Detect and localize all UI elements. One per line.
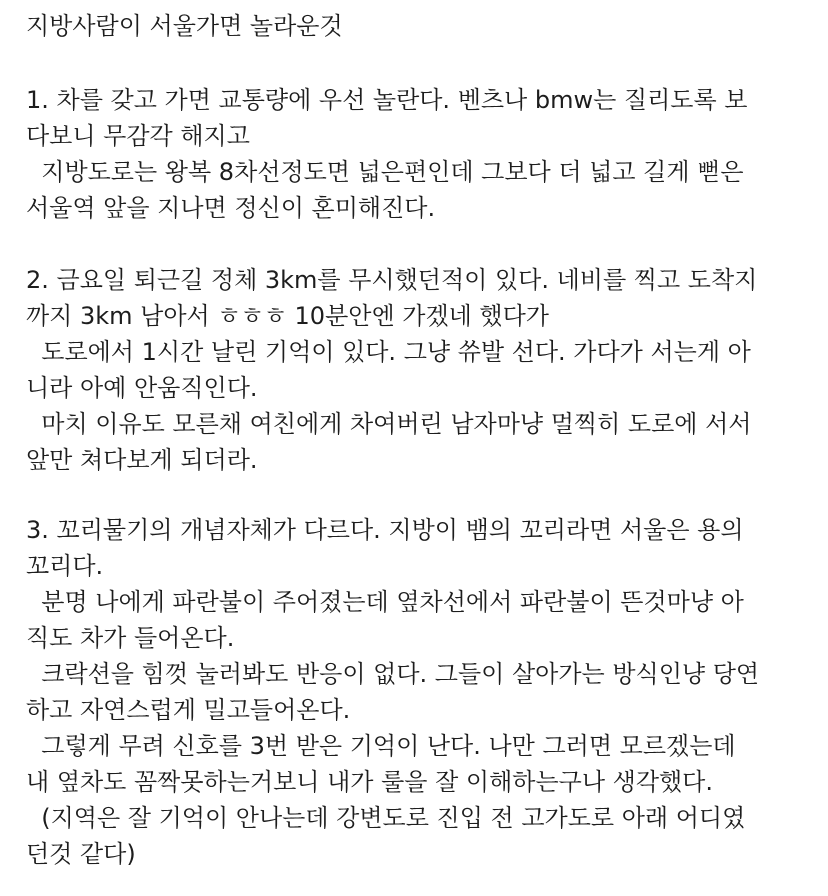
paragraph-2-line-2: 까지 3km 남아서 ㅎㅎㅎ 10분안엔 가겠네 했다가 — [26, 302, 549, 330]
paragraph-1-line-4: 서울역 앞을 지나면 정신이 혼미해진다. — [26, 194, 436, 222]
paragraph-3-line-8: 내 옆차도 꼼짝못하는거보니 내가 룰을 잘 이해하는구나 생각했다. — [26, 768, 713, 796]
paragraph-2-line-3: 도로에서 1시간 날린 기억이 있다. 그냥 쓔발 선다. 가다가 서는게 아 — [26, 338, 751, 366]
paragraph-3-line-4: 직도 차가 들어온다. — [26, 624, 235, 652]
paragraph-1-line-3: 지방도로는 왕복 8차선정도면 넓은편인데 그보다 더 넓고 길게 뻗은 — [26, 158, 744, 186]
paragraph-3-line-5: 크락션을 힘껏 눌러봐도 반응이 없다. 그들이 살아가는 방식인냥 당연 — [26, 660, 760, 688]
paragraph-2-line-1: 2. 금요일 퇴근길 정체 3km를 무시했던적이 있다. 네비를 찍고 도착지 — [26, 266, 758, 294]
paragraph-3-line-2: 꼬리다. — [26, 552, 104, 580]
paragraph-3-line-10: 던것 같다) — [26, 840, 136, 868]
paragraph-3-line-7: 그렇게 무려 신호를 3번 받은 기억이 난다. 나만 그러면 모르겠는데 — [26, 732, 736, 760]
paragraph-1-line-1: 1. 차를 갖고 가면 교통량에 우선 놀란다. 벤츠나 bmw는 질리도록 보 — [26, 86, 748, 114]
post-title: 지방사람이 서울가면 놀라운것 — [26, 12, 343, 40]
paragraph-3-line-3: 분명 나에게 파란불이 주어졌는데 옆차선에서 파란불이 뜬것마냥 아 — [26, 588, 744, 616]
paragraph-3-line-1: 3. 꼬리물기의 개념자체가 다르다. 지방이 뱀의 꼬리라면 서울은 용의 — [26, 516, 744, 544]
paragraph-2-line-4: 니라 아예 안움직인다. — [26, 374, 258, 402]
paragraph-2-line-6: 앞만 쳐다보게 되더라. — [26, 446, 258, 474]
paragraph-3-line-6: 하고 자연스럽게 밀고들어온다. — [26, 696, 351, 724]
paragraph-2-line-5: 마치 이유도 모른채 여친에게 차여버린 남자마냥 멀찍히 도로에 서서 — [26, 410, 752, 438]
paragraph-3-line-9: (지역은 잘 기억이 안나는데 강변도로 진입 전 고가도로 아래 어디였 — [26, 804, 746, 832]
paragraph-1-line-2: 다보니 무감각 해지고 — [26, 122, 250, 150]
